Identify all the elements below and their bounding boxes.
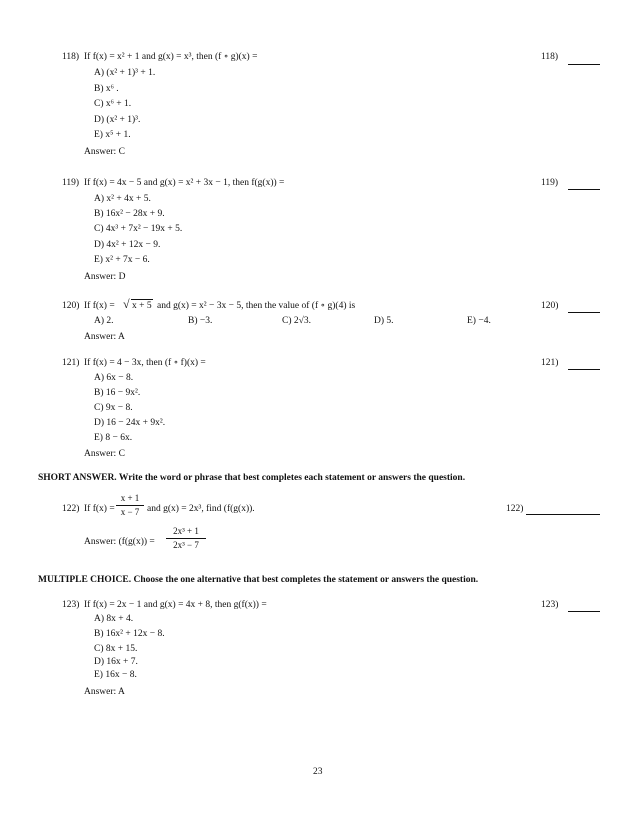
choice-d[interactable]: D) 5.	[374, 316, 394, 326]
fraction-numerator: x + 1	[120, 493, 140, 503]
question-number: 119)	[62, 178, 80, 188]
answer-key-label: Answer: (f(g(x)) =	[84, 537, 155, 547]
choice-a[interactable]: A) 6x − 8.	[94, 373, 134, 383]
question-stem-start: If f(x) =	[84, 301, 115, 311]
choice-e[interactable]: E) 8 − 6x.	[94, 433, 133, 443]
answer-blank-number: 118)	[541, 52, 559, 62]
fraction-denominator: x − 7	[120, 507, 140, 517]
choice-d[interactable]: D) 16x + 7.	[94, 657, 138, 667]
answer-blank-line[interactable]	[568, 64, 600, 65]
choice-c[interactable]: C) x⁶ + 1.	[94, 99, 132, 109]
choice-b[interactable]: B) 16 − 9x².	[94, 388, 141, 398]
choice-c[interactable]: C) 8x + 15.	[94, 644, 138, 654]
answer-blank-number: 119)	[541, 178, 559, 188]
answer-key: Answer: C	[84, 449, 125, 459]
question-stem: If f(x) = 2x − 1 and g(x) = 4x + 8, then g(f(x)) =	[84, 600, 267, 610]
question-number: 123)	[62, 600, 80, 610]
question-number: 121)	[62, 358, 80, 368]
choice-b[interactable]: B) 16x² + 12x − 8.	[94, 629, 165, 639]
choice-b[interactable]: B) x⁶ .	[94, 84, 119, 94]
answer-blank-number: 121)	[541, 358, 559, 368]
answer-key: Answer: A	[84, 332, 125, 342]
question-number: 120)	[62, 301, 80, 311]
answer-key: Answer: D	[84, 272, 126, 282]
page-number: 23	[313, 767, 323, 777]
answer-fraction-bar	[166, 538, 206, 539]
answer-blank-line[interactable]	[568, 189, 600, 190]
choice-d[interactable]: D) (x² + 1)³.	[94, 115, 141, 125]
choice-d[interactable]: D) 4x² + 12x − 9.	[94, 240, 161, 250]
answer-fraction	[166, 527, 206, 550]
question-stem-start: If f(x) =	[84, 504, 115, 514]
choice-a[interactable]: A) (x² + 1)³ + 1.	[94, 68, 156, 78]
choice-c[interactable]: C) 4x³ + 7x² − 19x + 5.	[94, 224, 183, 234]
question-stem: If f(x) = 4 − 3x, then (f ∘ f)(x) =	[84, 358, 206, 368]
choice-b[interactable]: B) −3.	[188, 316, 213, 326]
choice-c[interactable]: C) 2√3.	[282, 316, 311, 326]
radical-bar	[131, 299, 153, 300]
multiple-choice-header: MULTIPLE CHOICE. Choose the one alternative that best completes the statement or answers the question.	[38, 575, 479, 585]
choice-a[interactable]: A) x² + 4x + 5.	[94, 194, 151, 204]
radical-sign-icon: √	[123, 297, 130, 311]
question-stem-end: and g(x) = x² − 3x − 5, then the value of (f ∘ g)(4) is	[157, 301, 356, 311]
answer-blank-number: 123)	[541, 600, 559, 610]
choice-e[interactable]: E) x⁵ + 1.	[94, 130, 131, 140]
answer-key: Answer: C	[84, 147, 125, 157]
answer-key: Answer: A	[84, 687, 125, 697]
choice-b[interactable]: B) 16x² − 28x + 9.	[94, 209, 165, 219]
choice-d[interactable]: D) 16 − 24x + 9x².	[94, 418, 166, 428]
fraction-bar	[116, 505, 144, 506]
stem-fraction	[116, 494, 144, 517]
choice-a[interactable]: A) 8x + 4.	[94, 614, 134, 624]
answer-denominator: 2x³ − 7	[173, 540, 199, 550]
choice-e[interactable]: E) x² + 7x − 6.	[94, 255, 150, 265]
choice-c[interactable]: C) 9x − 8.	[94, 403, 133, 413]
radicand: x + 5	[132, 301, 152, 311]
answer-blank-line[interactable]	[568, 369, 600, 370]
answer-blank-line[interactable]	[568, 312, 600, 313]
choice-a[interactable]: A) 2.	[94, 316, 114, 326]
choice-e[interactable]: E) 16x − 8.	[94, 670, 137, 680]
question-stem: If f(x) = x² + 1 and g(x) = x³, then (f ∘ g)(x) =	[84, 52, 258, 62]
answer-blank-line[interactable]	[526, 514, 600, 515]
choice-e[interactable]: E) −4.	[467, 316, 491, 326]
answer-blank-line[interactable]	[568, 611, 600, 612]
short-answer-header: SHORT ANSWER. Write the word or phrase that best completes each statement or answers the question.	[38, 473, 466, 483]
answer-numerator: 2x³ + 1	[173, 526, 199, 536]
question-number: 122)	[62, 504, 80, 514]
question-stem-end: and g(x) = 2x³, find (f(g(x)).	[147, 504, 255, 514]
answer-blank-number: 120)	[541, 301, 559, 311]
answer-blank-number: 122)	[506, 504, 524, 514]
question-number: 118)	[62, 52, 80, 62]
question-stem: If f(x) = 4x − 5 and g(x) = x² + 3x − 1, then f(g(x)) =	[84, 178, 285, 188]
